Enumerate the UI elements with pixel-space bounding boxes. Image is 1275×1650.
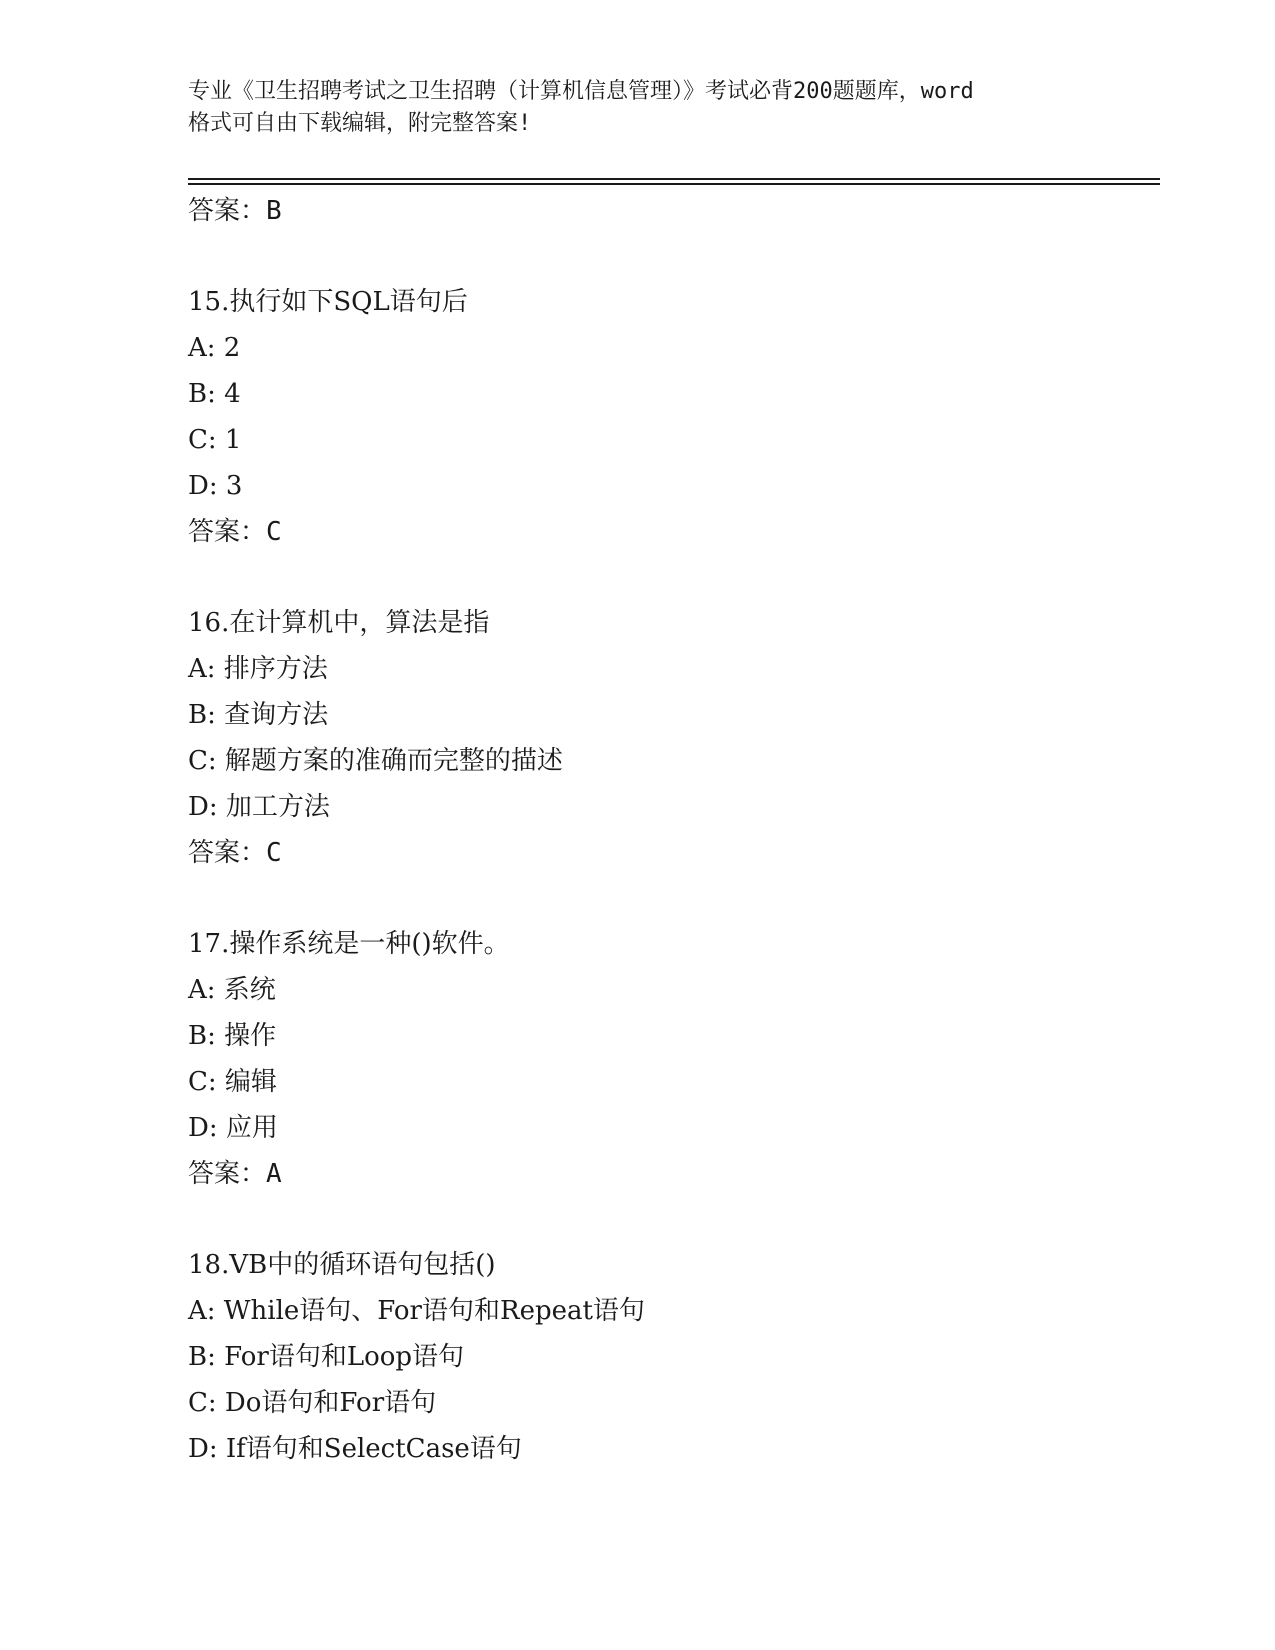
question-stem: 15.执行如下SQL语句后 [188, 287, 468, 317]
spacer [188, 234, 1148, 279]
answer-line: 答案：C [188, 517, 282, 547]
header-divider-top [188, 178, 1160, 180]
option-a: A: While语句、For语句和Repeat语句 [188, 1296, 645, 1326]
header-divider-bottom [188, 183, 1160, 185]
spacer [188, 1197, 1148, 1242]
option-c: C: 编辑 [188, 1067, 277, 1097]
option-a: A: 系统 [188, 975, 276, 1005]
header-line-1: 专业《卫生招聘考试之卫生招聘（计算机信息管理）》考试必背200题题库，word [188, 79, 974, 104]
spacer [188, 876, 1148, 921]
question-block [188, 1242, 1148, 1472]
option-b: B: 4 [188, 379, 241, 409]
question-block [188, 921, 1148, 1197]
question-block [188, 279, 1148, 555]
option-b: B: 操作 [188, 1021, 277, 1051]
answer-line: 答案：A [188, 1159, 282, 1189]
option-c: C: 解题方案的准确而完整的描述 [188, 746, 563, 776]
question-stem: 17.操作系统是一种()软件。 [188, 929, 510, 959]
question-stem: 16.在计算机中，算法是指 [188, 608, 490, 638]
header-line-2: 格式可自由下载编辑，附完整答案! [188, 111, 532, 136]
option-a: A: 2 [188, 333, 241, 363]
answer-line: 答案：C [188, 838, 282, 868]
option-c: C: 1 [188, 425, 242, 455]
question-block [188, 600, 1148, 876]
option-c: C: Do语句和For语句 [188, 1388, 437, 1418]
document-header [188, 76, 1088, 140]
option-d: D: If语句和SelectCase语句 [188, 1434, 522, 1464]
spacer [188, 555, 1148, 600]
answer-line: 答案：B [188, 196, 282, 226]
option-b: B: For语句和Loop语句 [188, 1342, 465, 1372]
option-d: D: 加工方法 [188, 792, 330, 822]
option-b: B: 查询方法 [188, 700, 329, 730]
question-stem: 18.VB中的循环语句包括() [188, 1250, 496, 1280]
option-d: D: 应用 [188, 1113, 278, 1143]
option-a: A: 排序方法 [188, 654, 328, 684]
option-d: D: 3 [188, 471, 243, 501]
question-list [188, 188, 1148, 1472]
